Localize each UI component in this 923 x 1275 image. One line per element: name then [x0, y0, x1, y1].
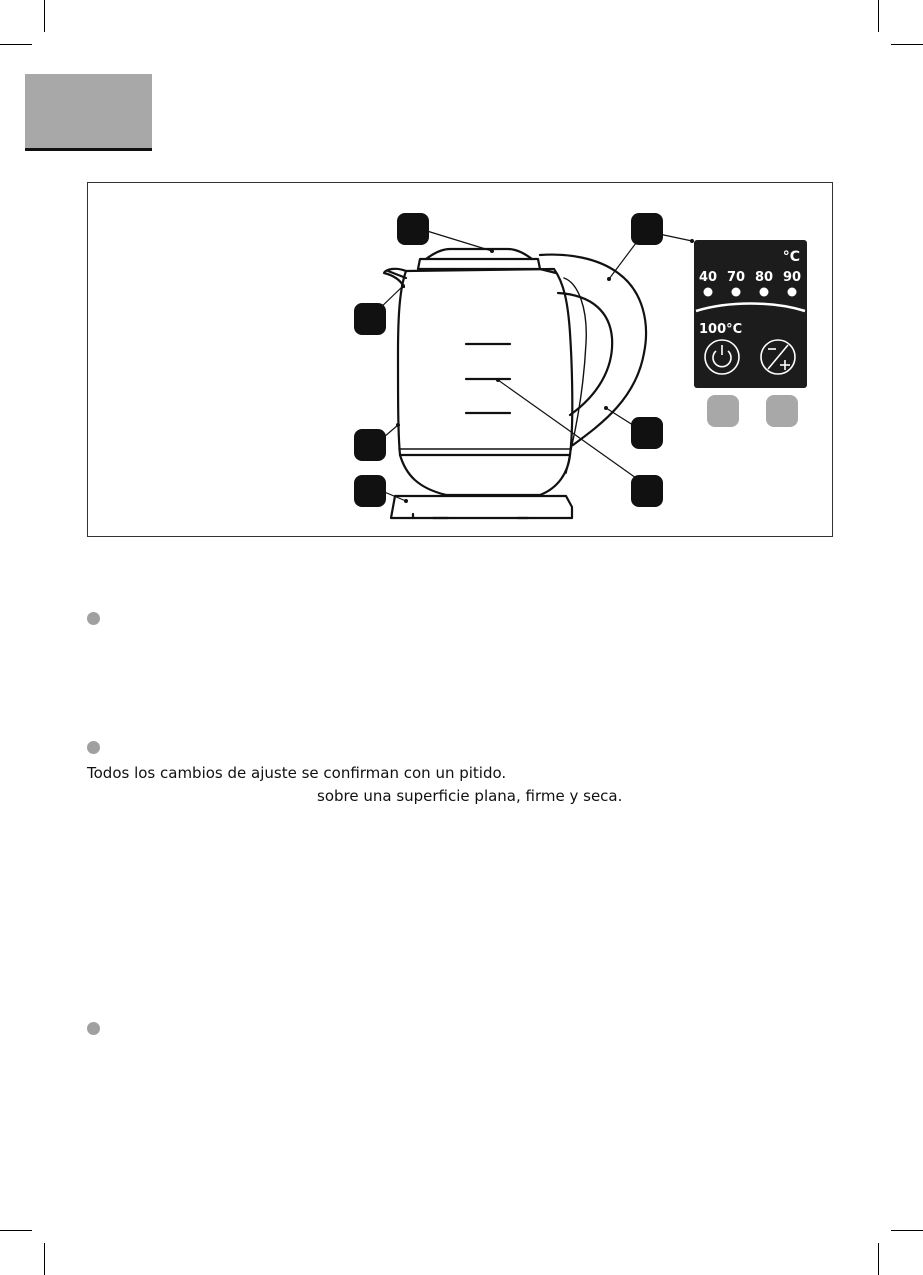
- temperature-unit-label: °C: [782, 249, 800, 265]
- callout-badge: [397, 213, 429, 245]
- callout-badge: [354, 475, 386, 507]
- paragraph-line: sobre una superficie plana, firme y seca.: [317, 787, 623, 805]
- control-panel: [694, 240, 807, 388]
- crop-mark: [891, 1230, 923, 1231]
- temperature-preset-70: 70: [726, 270, 746, 285]
- callout-badge: [631, 213, 663, 245]
- callout-badge: [631, 417, 663, 449]
- crop-mark: [878, 0, 879, 32]
- boil-temperature-label: 100°C: [699, 322, 743, 337]
- crop-mark: [44, 0, 45, 32]
- section-bullet: [87, 612, 100, 625]
- kettle-lid: [418, 259, 540, 269]
- section-bullet: [87, 1022, 100, 1035]
- crop-mark: [878, 1243, 879, 1275]
- kettle-handle: [540, 255, 646, 445]
- callout-badge: [631, 475, 663, 507]
- callout-badge: [354, 303, 386, 335]
- crop-mark: [891, 44, 923, 45]
- kettle-base: [391, 496, 572, 518]
- kettle-body: [398, 269, 572, 495]
- paragraph-line: Todos los cambios de ajuste se confirman con un pitido.: [87, 764, 507, 782]
- kettle-figure: [87, 182, 833, 537]
- indicator-led-70: [732, 288, 741, 297]
- crop-mark: [0, 44, 32, 45]
- temperature-preset-80: 80: [754, 270, 774, 285]
- crop-mark: [0, 1230, 32, 1231]
- indicator-led-90: [788, 288, 797, 297]
- temperature-preset-40: 40: [698, 270, 718, 285]
- crop-mark: [44, 1243, 45, 1275]
- temperature-preset-90: 90: [782, 270, 802, 285]
- indicator-led-40: [704, 288, 713, 297]
- section-bullet: [87, 741, 100, 754]
- indicator-led-80: [760, 288, 769, 297]
- language-tab: [25, 74, 152, 150]
- callout-badge: [354, 429, 386, 461]
- kettle-illustration: [88, 183, 834, 538]
- callout-badge-grey: [707, 395, 739, 427]
- language-tab-underline: [25, 148, 152, 151]
- callout-badge-grey: [766, 395, 798, 427]
